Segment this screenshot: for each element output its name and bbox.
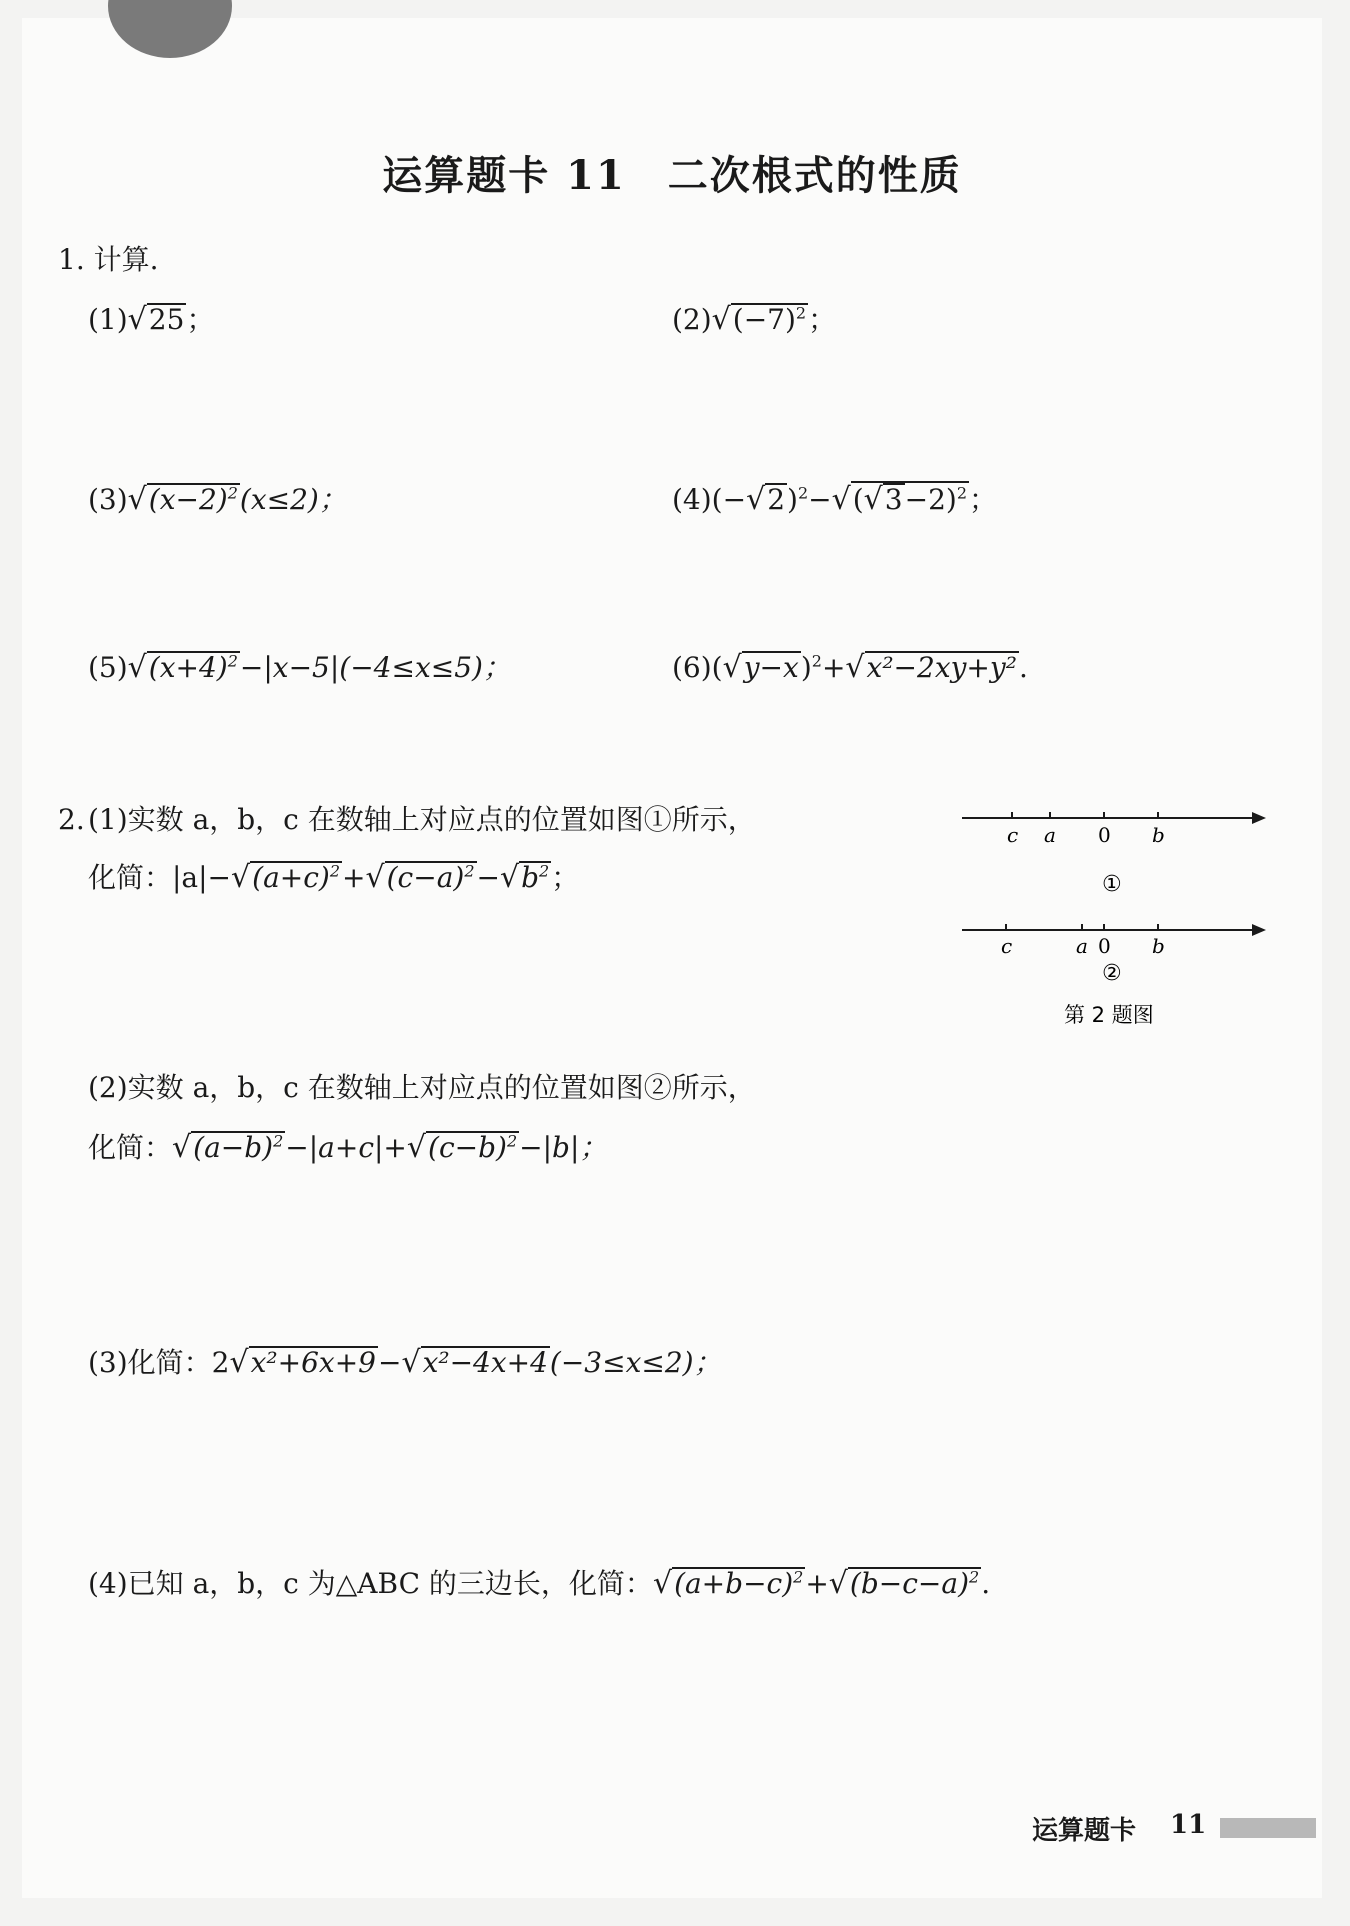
label-c: c bbox=[1007, 823, 1019, 847]
q1-part-3: $(3)√(x-2)^2(x\le 2)$； bbox=[88, 480, 347, 520]
q1-label: 1. 计算. bbox=[58, 243, 159, 276]
q2-label: 2. bbox=[58, 803, 85, 836]
sqrt-symbol: √25 bbox=[127, 302, 185, 337]
page-title: 运算题卡 11 二次根式的性质 bbox=[382, 152, 962, 199]
q1-part-2: $(2)√(-7)^2$； bbox=[672, 300, 836, 340]
label-b: b bbox=[1152, 934, 1165, 958]
q2-s2-line1: (2)实数 a，b，c 在数轴上对应点的位置如图②所示， bbox=[88, 1071, 756, 1104]
sqrt-symbol: $√(√3-2)^2$ bbox=[831, 482, 968, 517]
page-number: 11 bbox=[1170, 1810, 1207, 1840]
arrow-icon bbox=[1252, 924, 1266, 936]
number-line-figure bbox=[952, 798, 1292, 1038]
q1-part-5: $(5)√(x+4)^2-|x-5|(-4\le x\le 5)$； bbox=[88, 648, 511, 688]
number-line-1 bbox=[962, 812, 1266, 897]
sqrt-symbol: √x²−2xy+y² bbox=[845, 650, 1017, 685]
number-line-2 bbox=[962, 924, 1266, 986]
q1-part-6: $(6)(√y-x)^2+√x^2-2xy+y^2$. bbox=[672, 648, 1028, 688]
q2-s4: (4)已知 a，b，c 为△ABC 的三边长，化简：$√(a+b-c)^2+√(b-c-a)^2$. bbox=[88, 1566, 991, 1601]
label-0: 0 bbox=[1098, 823, 1111, 847]
label-c: c bbox=[1001, 934, 1013, 958]
q1-part-1: (1)√25； bbox=[88, 300, 214, 340]
worksheet-page bbox=[22, 18, 1322, 1898]
label-a: a bbox=[1044, 823, 1056, 847]
figure-tag-2: ② bbox=[1102, 961, 1122, 986]
arrow-icon bbox=[1252, 812, 1266, 824]
figure-tag-1: ① bbox=[1102, 872, 1122, 897]
q2-s3: (3)化简：2√x²+6x+9−√x²−4x+4(−3≤x≤2)； bbox=[88, 1345, 722, 1380]
q1-part-4: $(4)(-√2)^2-√(√3-2)^2$； bbox=[672, 480, 997, 520]
sqrt-symbol: $√(-7)^2$ bbox=[711, 302, 807, 337]
footer-label: 运算题卡 bbox=[1032, 1816, 1137, 1846]
sqrt-symbol: $√(x+4)^2$ bbox=[127, 650, 238, 685]
corner-tab-decoration bbox=[108, 0, 232, 58]
footer-decoration-bar bbox=[1220, 1818, 1316, 1838]
sqrt-symbol: $√(x-2)^2$ bbox=[127, 482, 238, 517]
q2-s2-line2: 化简：$√(a-b)^2-|a+c|+√(c-b)^2-|b|$； bbox=[88, 1130, 608, 1165]
label-0: 0 bbox=[1098, 934, 1111, 958]
q2-s1-line1: (1)实数 a，b，c 在数轴上对应点的位置如图①所示， bbox=[88, 803, 756, 836]
label-b: b bbox=[1152, 823, 1165, 847]
figure-caption: 第 2 题图 bbox=[1064, 1003, 1154, 1027]
label-a: a bbox=[1076, 934, 1088, 958]
q2-s1-line2: 化简：$|a|-√(a+c)^2+√(c-a)^2-√b^2$； bbox=[88, 860, 580, 895]
